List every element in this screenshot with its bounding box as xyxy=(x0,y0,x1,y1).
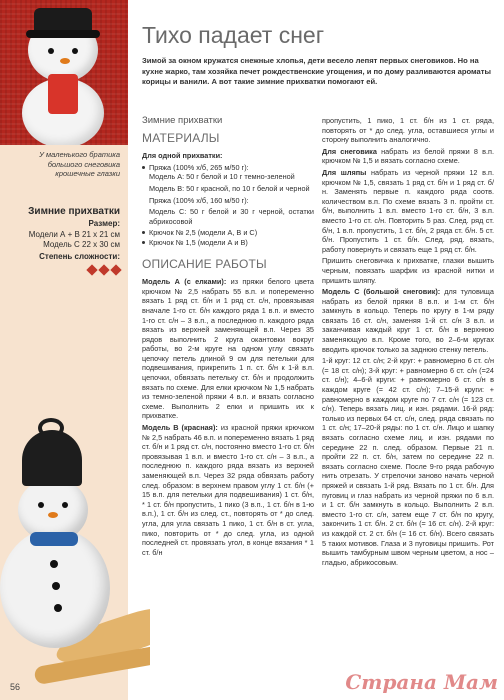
material-text: Пряжа (100% х/б, 265 м/50 г): xyxy=(149,162,249,172)
material-text: Крючок № 2,5 (модели А, В и С) xyxy=(149,228,258,238)
big-snowman-photo xyxy=(0,410,150,700)
bullet-icon xyxy=(142,241,145,244)
big-snowman-hat xyxy=(22,430,82,486)
snowman-scarf xyxy=(48,74,78,114)
difficulty-rating xyxy=(74,264,120,276)
snowman-eye xyxy=(38,502,44,508)
column-2 xyxy=(322,116,494,569)
hat-paragraph xyxy=(322,168,494,254)
size-row-ab: Модели А + В 21 x 21 см xyxy=(28,230,120,239)
material-item: Пряжа (100% х/б, 160 м/50 г): xyxy=(149,195,249,205)
model-b-text: из красной пряжи крючком № 2,5 набрать 46 в.п. и попеременно вязать 1 ряд ст. б/н и 1 ряд ст. с/н, постоянно вместо 1-го ст. б/н провязывая 1 в.п. и вместо 1-го ст. с/н – 3 в.п., а последнюю п. каждого ряда вязать из верхней заменяющей в.п. Через 32 ряда обвязать работу след. образом: в верхнем правом углу 1 ст. б/н (+ 15 в.п. для петельки для подвешивания) 1 ст. б/н, * 1 ст. б/н пропустить, 1 пико (3 в.п., 1 ст. б/н в 1-ю в.п.), 1 ст. б/н из след. ст., повторять от * до след. угла, для угла связать 1 пико, 1 ст. б/н в ст. угла, пико, повторить от * до след. угла, из одной последней ст. провязать угол, в конце вязания * 1 ст. б/н xyxy=(142,423,314,557)
paragraph-continued: пропустить, 1 пико, 1 ст. б/н из 1 ст. ряда, повторять от * до след. угла, оставшиеся углы и сторону выполнить аналогично. xyxy=(322,116,494,145)
small-snowman-paragraph xyxy=(322,147,494,166)
snowman-nose xyxy=(48,512,58,518)
snowman-button xyxy=(54,604,62,612)
snowman-eye xyxy=(72,48,78,54)
material-item xyxy=(142,163,314,173)
difficulty-diamond-icon xyxy=(110,264,121,275)
material-text: Крючок № 1,5 (модели А и В) xyxy=(149,237,248,247)
small-snowman-text: набрать из белой пряжи 8 в.п. крючком № 1,5 и вязать согласно схеме. xyxy=(322,146,494,166)
hat-label: Для шляпы xyxy=(322,167,367,177)
material-item: Модель В: 50 г красной, по 10 г белой и черной xyxy=(149,183,310,193)
material-item: Модель А: 50 г белой и 10 г темно-зеленой xyxy=(149,172,295,182)
model-b-paragraph xyxy=(142,423,314,557)
difficulty-diamond-icon xyxy=(86,264,97,275)
bullet-icon xyxy=(142,166,145,169)
size-label: Размер: xyxy=(88,219,120,228)
model-a-label: Модель А (с елками): xyxy=(142,277,227,287)
snowman-hat-brim xyxy=(26,30,100,38)
model-c-label: Модель С (большой снеговик): xyxy=(322,287,441,297)
site-watermark: Страна Мам xyxy=(345,670,498,694)
difficulty-label: Степень сложности: xyxy=(39,252,120,261)
page-title: Тихо падает снег xyxy=(142,22,325,48)
size-row-c: Модель С 22 x 30 см xyxy=(43,240,120,249)
bullet-icon xyxy=(142,231,145,234)
snowman-button xyxy=(52,582,60,590)
big-snowman-scarf xyxy=(30,532,78,546)
page-number: 56 xyxy=(10,682,21,692)
hanging-loop xyxy=(38,418,64,438)
hat-text: набрать из черной пряжи 12 в.п. крючком № 1,5, связать 1 ряд ст. б/н и 1 ряд ст. б/н. Заменять первые п. каждого ряда соотв. количеством в.п. По схеме вязать 3 п. пройти ст. б/н, выполнить 1 в.п. вместо 1-го ст. б/н, 3 в.п. вместо 1-го ст. с/н. Повторить 5 раз. След. ряд ст. б/н, 1 в.п. пропустить, 1 ст. б/н, 2 ряда ст. б/н. 5 ст. б/н. Пропустить 1 ст. б/н. След. ряд. вязать, работу повернуть и связать еще 1 ряд ст. б/н. xyxy=(322,167,495,254)
material-item: Модель С: 50 г белой и 30 г черной, остатки абрикосовой xyxy=(149,207,314,226)
photo-caption: У маленького братика большого снеговика крошечные глазки xyxy=(39,150,120,178)
materials-heading: МАТЕРИАЛЫ xyxy=(142,130,220,145)
assembly-paragraph: Пришить снеговичка к прихватке, глазки вышить черным, повязать шарфик из красной нитки и пришить шляпу. xyxy=(322,256,494,285)
snowman-eye xyxy=(62,502,68,508)
model-c-text: для туловища набрать из белой пряжи 8 в.п. и 1-м ст. б/н замкнуть в кольцо. Теперь по кругу в 1-м ряду связать 16 ст. с/н, заменяя 1-й ст. с/н 3 в.п. и заканчивая каждый круг 1 ст. б/н в верхнюю заменяющую в.п. Кроме того, во 2–6-м кругах вводить крючок только за заднюю стенку петель. xyxy=(322,287,494,354)
rounds-paragraph: 1-й круг: 12 ст. с/н; 2-й круг: + равномерно 6 ст. с/н (= 18 ст. с/н); 3-й круг: + равномерно 6 ст. с/н (=24 ст. с/н); 4–6-й круги: + равномерно 6 ст. с/н в каждом круге (= 42 ст. с/н); 7–15-й круги: + равномерно в каждом круге по 7 ст. с/н (= 123 ст. с/н). Теперь вязать лиц. и изн. рядами. 16-й ряд: только из первых 64 ст. с/н, след. ряда связать по 1 ст. с/н; 17–20-й ряды: по 1 ст. с/н. Лицо и шапку вязать согласно схеме лиц. и изн. рядами по середине 22 п. след. образом. Первые 21 п. пройти 22 п. ст. б/н, затем по середине 22 п. вязать согласно схеме. После 9-го ряда рабочую нить отрезать. У стрелочки заново начать черной пряжей и связать 1-й ряд. Вязать по 1 ст. б/н. Для пуговиц и глаз набрать из черной пряжи по 6 в.п. и 1 ст. б/н замкнуть в кольцо. Выполнить 2 в.п. вместо 1-го ст. с/н, затем еще 7 ст. б/н по кругу, закончить 1 ст. б/н. 2 ст. б/н (= 16 ст. с/н). 2-й круг: из каждой ст. 2 ст. б/н (= 16 ст. б/н). Всего связать 5 таких мотивов. Глаза и 3 пуговицы пришить. Рот вышить тамбурным швом черным цветом, а нос – гладью, абрикосовым. xyxy=(322,356,494,567)
sidebar-title: Зимние прихватки xyxy=(28,206,120,217)
snowman-button xyxy=(50,560,58,568)
small-snowman-label: Для снеговика xyxy=(322,146,377,156)
difficulty-diamond-icon xyxy=(98,264,109,275)
model-b-label: Модель В (красная): xyxy=(142,423,218,433)
snowman-nose xyxy=(60,58,70,64)
for-one-label: Для одной прихватки: xyxy=(142,151,223,161)
column-1 xyxy=(142,116,314,559)
intro-paragraph: Зимой за окном кружатся снежные хлопья, дети весело лепят первых снеговиков. Но на кухне жарко, там хозяйка печет рождественские угощения, и по дому разливаются ароматы корицы и ванили. А вот такие зимние прихватки помогают ей. xyxy=(142,56,491,86)
model-a-paragraph xyxy=(142,277,314,421)
model-c-paragraph xyxy=(322,287,494,354)
work-heading: ОПИСАНИЕ РАБОТЫ xyxy=(142,256,267,271)
material-item xyxy=(142,238,314,248)
material-item xyxy=(142,228,314,238)
section-subtitle: Зимние прихватки xyxy=(142,115,223,126)
snowman-eye xyxy=(48,48,54,54)
model-a-text: из пряжи белого цвета крючком № 2,5 набрать 55 в.п. и попеременно вязать 1 ряд ст. б/н и 1 ряд ст. с/н, провязывая вначале 1-го ст. б/н каждого ряда 1 в.п. и вместо 1-го ст. с/н – 3 в.п., а последнюю п. каждого ряда вязать из верхней заменяющей в.п. Через 35 рядов выполнить 2 круга окантовки вокруг работы, во 2-м круге на одном углу связать цепочку петель длиной 9 см для петельки для подвешивания, прикрепить 1 п. ст. б/н к 1-й в.п. цепочки, обвязать петельку ст. б/н и продолжить вязать по схеме. Для елки крючком № 1,5 набрать из темно-зеленой пряжи 4 в.п. и вязать согласно схеме. Выполнить 2 елки и пришить их к прихватке. xyxy=(142,277,314,421)
snowman-potholder-photo xyxy=(0,0,128,145)
